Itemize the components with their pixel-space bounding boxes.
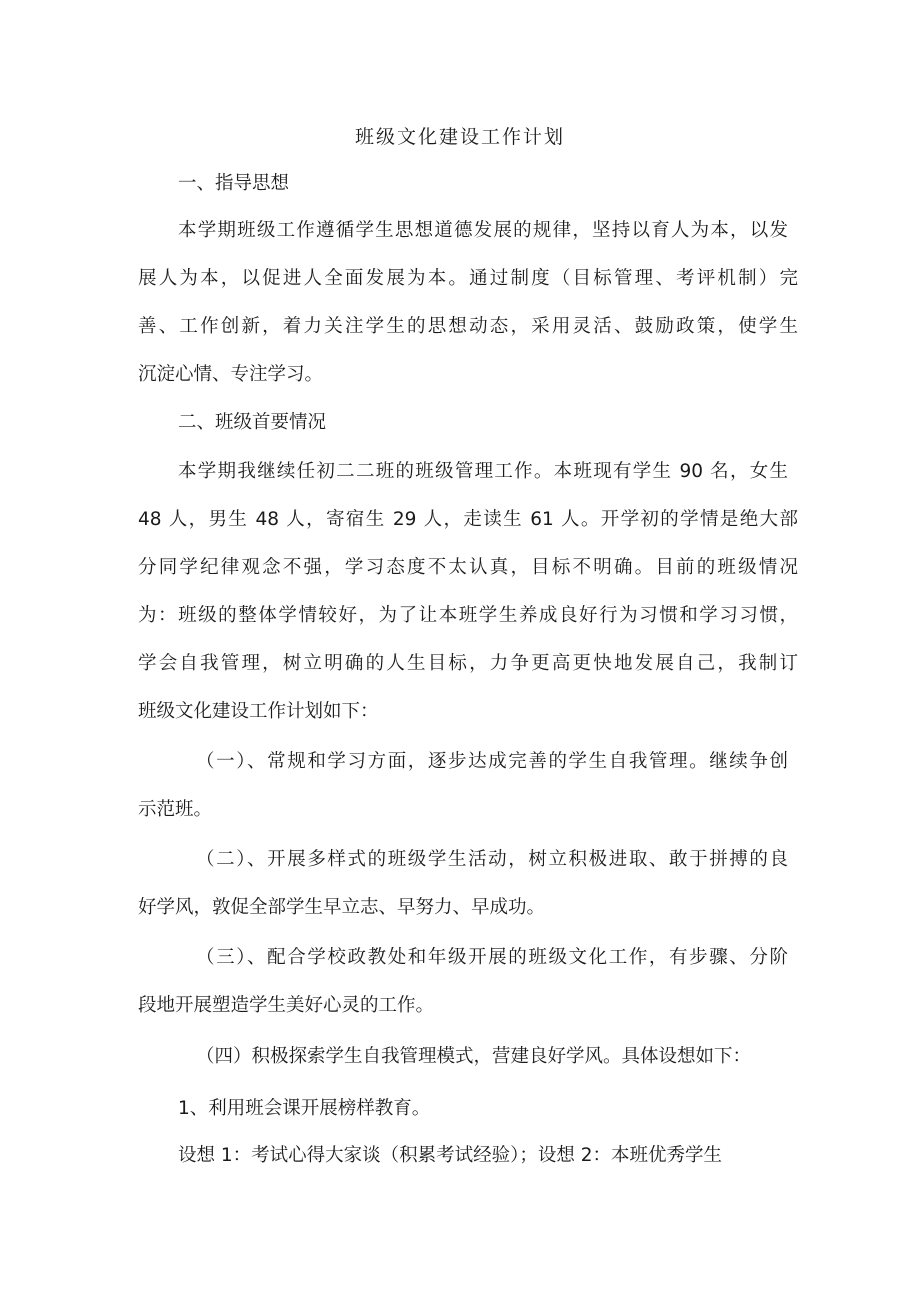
list-item-four: （四）积极探索学生自我管理模式，营建良好学风。具体设想如下： <box>196 1046 752 1067</box>
paragraph-line: 为：班级的整体学情较好，为了让本班学生养成良好行为习惯和学习习惯， <box>138 605 798 626</box>
paragraph-line: 善、工作创新，着力关注学生的思想动态，采用灵活、鼓励政策，使学生 <box>138 316 798 337</box>
numbered-item-one: 1、利用班会课开展榜样教育。 <box>178 1098 431 1119</box>
idea-line: 设想 1：考试心得大家谈（积累考试经验）；设想 2：本班优秀学生 <box>178 1145 723 1166</box>
paragraph-line: 本学期班级工作遵循学生思想道德发展的规律，坚持以育人为本，以发 <box>178 220 788 241</box>
document-title: 班级文化建设工作计划 <box>354 126 565 148</box>
paragraph-line: 学会自我管理，树立明确的人生目标，力争更高更快地发展自己，我制订 <box>138 653 798 674</box>
paragraph-line: 本学期我继续任初二二班的班级管理工作。本班现有学生 90 名，女生 <box>178 461 788 482</box>
list-item-three: （三）、配合学校政教处和年级开展的班级文化工作，有步骤、分阶 <box>196 947 788 968</box>
paragraph-line: 分同学纪律观念不强，学习态度不太认真，目标不明确。目前的班级情况 <box>138 557 798 578</box>
paragraph-line: 48 人，男生 48 人，寄宿生 29 人，走读生 61 人。开学初的学情是绝大部 <box>138 509 798 530</box>
paragraph-line: 沉淀心情、专注学习。 <box>138 364 324 385</box>
list-item-two: （二）、开展多样式的班级学生活动，树立积极进取、敢于拼搏的良 <box>196 849 788 870</box>
section-heading-guiding-ideology: 一、指导思想 <box>178 173 290 194</box>
paragraph-line: 展人为本，以促进人全面发展为本。通过制度（目标管理、考评机制）完 <box>138 268 798 289</box>
section-heading-class-situation: 二、班级首要情况 <box>178 412 327 433</box>
paragraph-line: 班级文化建设工作计划如下： <box>138 701 379 722</box>
list-item-one: （一）、常规和学习方面，逐步达成完善的学生自我管理。继续争创 <box>196 751 788 772</box>
list-item-two-continued: 好学风，敦促全部学生早立志、早努力、早成功。 <box>138 897 546 918</box>
list-item-three-continued: 段地开展塑造学生美好心灵的工作。 <box>138 995 435 1016</box>
list-item-one-continued: 示范班。 <box>138 799 213 820</box>
